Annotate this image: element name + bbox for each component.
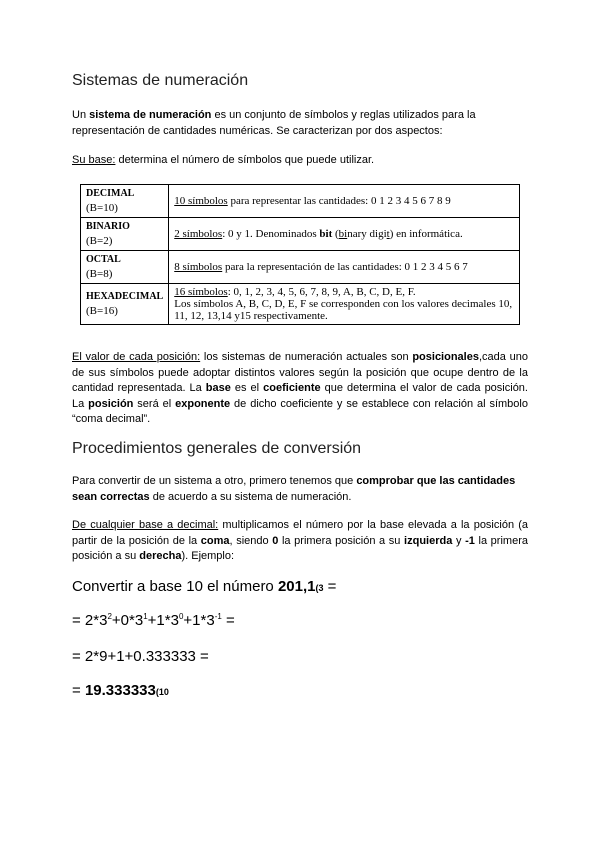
decimal-desc-cell: 10 símbolos para representar las cantidades: 0 1 2 3 4 5 6 7 8 9 — [169, 185, 520, 218]
base-label: Su base: — [72, 154, 116, 166]
example-line-1: Convertir a base 10 el número 201,1(3 = — [72, 578, 337, 595]
decimal-label-cell: DECIMAL (B=10) — [81, 185, 169, 218]
binario-label-cell: BINARIO (B=2) — [81, 218, 169, 251]
hexadecimal-label-cell: HEXADECIMAL (B=16) — [81, 284, 169, 325]
octal-desc-cell: 8 símbolos para la representación de las cantidades: 0 1 2 3 4 5 6 7 — [169, 251, 520, 284]
section-title-conversion: Procedimientos generales de conversión — [72, 440, 362, 457]
section-title-sistemas: Sistemas de numeración — [72, 72, 249, 89]
intro-bold-term: sistema de numeración — [89, 109, 212, 121]
binario-desc-cell: 2 símbolos: 0 y 1. Denominados bit (binary digit) en informática. — [169, 218, 520, 251]
table-row-decimal — [81, 185, 520, 218]
decimal-rule-label: De cualquier base a decimal: — [72, 519, 219, 531]
intro-paragraph: Un sistema de numeración es un conjunto de símbolos y reglas utilizados para la representación de cantidades numéricas. Se caracterizan por dos aspectos: — [72, 109, 476, 137]
decimal-rule-paragraph: De cualquier base a decimal: multiplicamos el número por la base elevada a la posición (a partir de la posición de la coma, siendo 0 la primera posición a su izquierda y -1 la primera posición a su derecha). Ejemplo: — [72, 519, 528, 562]
table-row-hexadecimal — [81, 284, 520, 325]
example-line-4: = 19.333333(10 — [72, 682, 169, 699]
valor-label: El valor de cada posición: — [72, 351, 201, 363]
valor-paragraph: El valor de cada posición: los sistemas de numeración actuales son posicionales,cada uno de sus símbolos puede adoptar distintos valores según la posición que ocupe dentro de la cantidad representada. La base es el coeficiente que determina el valor de cada posición. La posición será el exponente de dicho coeficiente y se establece con relación al símbolo “coma decimal”. — [72, 351, 528, 425]
example-line-3: = 2*9+1+0.333333 = — [72, 648, 209, 665]
octal-label-cell: OCTAL (B=8) — [81, 251, 169, 284]
conversion-paragraph: Para convertir de un sistema a otro, primero tenemos que comprobar que las cantidades sean correctas de acuerdo a su sistema de numeración. — [72, 475, 516, 503]
table-row-binario — [81, 218, 520, 251]
table-row-octal — [81, 251, 520, 284]
base-paragraph: Su base: determina el número de símbolos que puede utilizar. — [72, 154, 375, 166]
hexadecimal-desc-cell: 16 símbolos: 0, 1, 2, 3, 4, 5, 6, 7, 8, 9, A, B, C, D, E, F. Los símbolos A, B, C, D, E, F se corresponden con los valores decimales 10, 11, 12, 13,14 y15 respectivamente. — [169, 284, 520, 325]
example-line-2: = $2*3^2+0*3^1+1*3^0+1*3^{-1}$ = — [72, 612, 235, 629]
numbering-systems-table — [80, 184, 520, 325]
